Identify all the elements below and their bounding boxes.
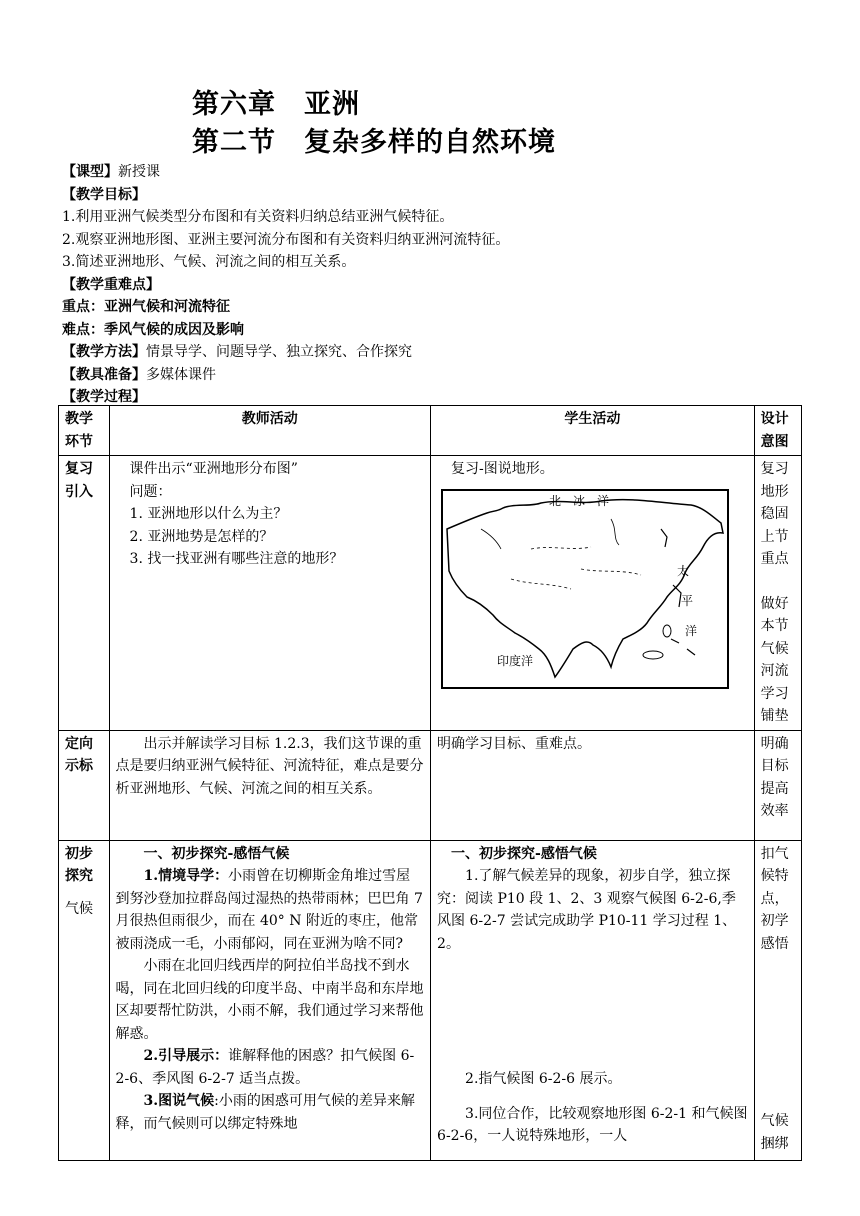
row1-teacher-line-4: 2. 亚洲地势是怎样的？ <box>129 528 274 545</box>
row3-student-p1: 1.了解气候差异的现象，初步自学，独立探究：阅读 P10 段 1、2、3 观察气候图 6-2-6,季风图 6-2-7 尝试完成助学 P10-11 学习过程 1、2。 <box>437 868 737 952</box>
map-label-arctic: 北 冰 洋 <box>549 493 610 508</box>
row1-teacher <box>109 456 431 731</box>
process-label: 【教学过程】 <box>62 389 146 405</box>
row3-teacher-p3: 2.引导展示：谁解释他的困惑？扣气候图 6-2-6、季风图 6-2-7 适当点拨。 <box>115 1048 415 1087</box>
section-title: 第二节 复杂多样的自然环境 <box>192 127 556 158</box>
row1-student-text: 复习-图说地形。 <box>451 461 554 477</box>
lesson-type-value: 新授课 <box>118 164 160 180</box>
method-line <box>62 341 802 364</box>
table-row <box>59 456 802 731</box>
row1-teacher-line-1: 课件出示“亚洲地形分布图” <box>129 461 298 477</box>
row1-intent-text: 复习地形稳固上节重点 <box>760 461 789 567</box>
tools-line <box>62 364 802 387</box>
tools-label: 【教具准备】 <box>62 366 146 383</box>
header-phase: 教学环节 <box>59 406 110 456</box>
header-teacher: 教师活动 <box>109 406 431 456</box>
key-point: 重点：亚洲气候和河流特征 <box>62 299 230 315</box>
row2-phase: 定向示标 <box>59 730 110 840</box>
map-label-indian: 印度洋 <box>497 653 534 668</box>
row1-student <box>431 456 755 731</box>
goal-1: 1.利用亚洲气候类型分布图和有关资料归纳总结亚洲气候特征。 <box>62 209 454 225</box>
row3-teacher-heading: 一、初步探究-感悟气候 <box>143 845 290 862</box>
method-value: 情景导学、问题导学、独立探究、合作探究 <box>146 344 412 360</box>
row3-student <box>431 840 755 1160</box>
row3-phase: 初步探究 <box>65 845 93 884</box>
difficulty-label: 【教学重难点】 <box>62 276 160 293</box>
map-label-pacific-1: 太 <box>677 563 690 578</box>
row3-intent: 扣气候特点，初学感悟 <box>760 845 789 952</box>
header-student: 学生活动 <box>431 406 755 456</box>
lesson-meta <box>62 161 802 409</box>
row3-student-p3: 3.同位合作，比较观察地形图 6-2-1 和气候图 6-2-6，一人说特殊地形，一人 <box>437 1105 748 1144</box>
lesson-type-line <box>62 161 802 184</box>
row1-phase: 复习引入 <box>59 456 110 731</box>
table-row <box>59 840 802 1160</box>
asia-map-image <box>441 489 729 689</box>
tools-value: 多媒体课件 <box>146 366 216 383</box>
row1-teacher-line-3: 1. 亚洲地形以什么为主？ <box>129 506 288 522</box>
map-label-pacific-3: 洋 <box>685 623 698 638</box>
row1-intent <box>754 456 801 731</box>
goal-3: 3.简述亚洲地形、气候、河流之间的相互关系。 <box>62 254 356 270</box>
goal-2: 2.观察亚洲地形图、亚洲主要河流分布图和有关资料归纳亚洲河流特征。 <box>62 231 510 248</box>
method-label: 【教学方法】 <box>62 344 146 360</box>
header-intent: 设计意图 <box>754 406 801 456</box>
table-row <box>59 730 802 840</box>
row1-intent-text-2: 做好本节气候河流学习铺垫 <box>760 595 789 724</box>
difficult-point: 难点：季风气候的成因及影响 <box>62 321 244 338</box>
row3-phase-2: 气候 <box>65 900 93 917</box>
row3-teacher <box>109 840 431 1160</box>
chapter-title: 第六章 亚洲 <box>192 89 360 120</box>
row3-phase-cell <box>59 840 110 1160</box>
row3-student-p2: 2.指气候图 6-2-6 展示。 <box>465 1071 622 1087</box>
process-table <box>58 405 802 1161</box>
row1-teacher-line-2: 问题： <box>129 483 172 500</box>
row1-teacher-line-5: 3. 找一找亚洲有哪些注意的地形？ <box>129 551 344 567</box>
row3-teacher-p1: 1.情境导学：小雨曾在切柳斯金角堆过雪屋到努沙登加拉群岛闯过湿热的热带雨林；巴巴角 7 月很热但雨很少，而在 40° N 附近的枣庄，他常被雨浇成一毛，小雨郁闷，同在亚洲为啥不同? <box>115 868 423 952</box>
row2-intent: 明确目标提高效率 <box>754 730 801 840</box>
map-label-pacific-2: 平 <box>681 593 694 608</box>
row3-intent-2: 气候捆绑 <box>760 1113 789 1152</box>
row3-teacher-p4: 3.图说气候:小雨的困惑可用气候的差异来解释，而气候则可以绑定特殊地 <box>115 1093 415 1132</box>
table-header-row <box>59 406 802 456</box>
row3-intent-cell <box>754 840 801 1160</box>
row2-student: 明确学习目标、重难点。 <box>431 730 755 840</box>
goals-label: 【教学目标】 <box>62 186 146 203</box>
row3-teacher-p2: 小雨在北回归线西岸的阿拉伯半岛找不到水喝，同在北回归线的印度半岛、中南半岛和东岸地区却要帮忙防洪，小雨不解，我们通过学习来帮他解惑。 <box>115 958 424 1042</box>
row2-teacher: 出示并解读学习目标 1.2.3，我们这节课的重点是要归纳亚洲气候特征、河流特征，难点是要分析亚洲地形、气候、河流之间的相互关系。 <box>109 730 431 840</box>
lesson-type-label: 【课型】 <box>62 164 118 180</box>
row3-student-heading: 一、初步探究-感悟气候 <box>451 845 597 862</box>
